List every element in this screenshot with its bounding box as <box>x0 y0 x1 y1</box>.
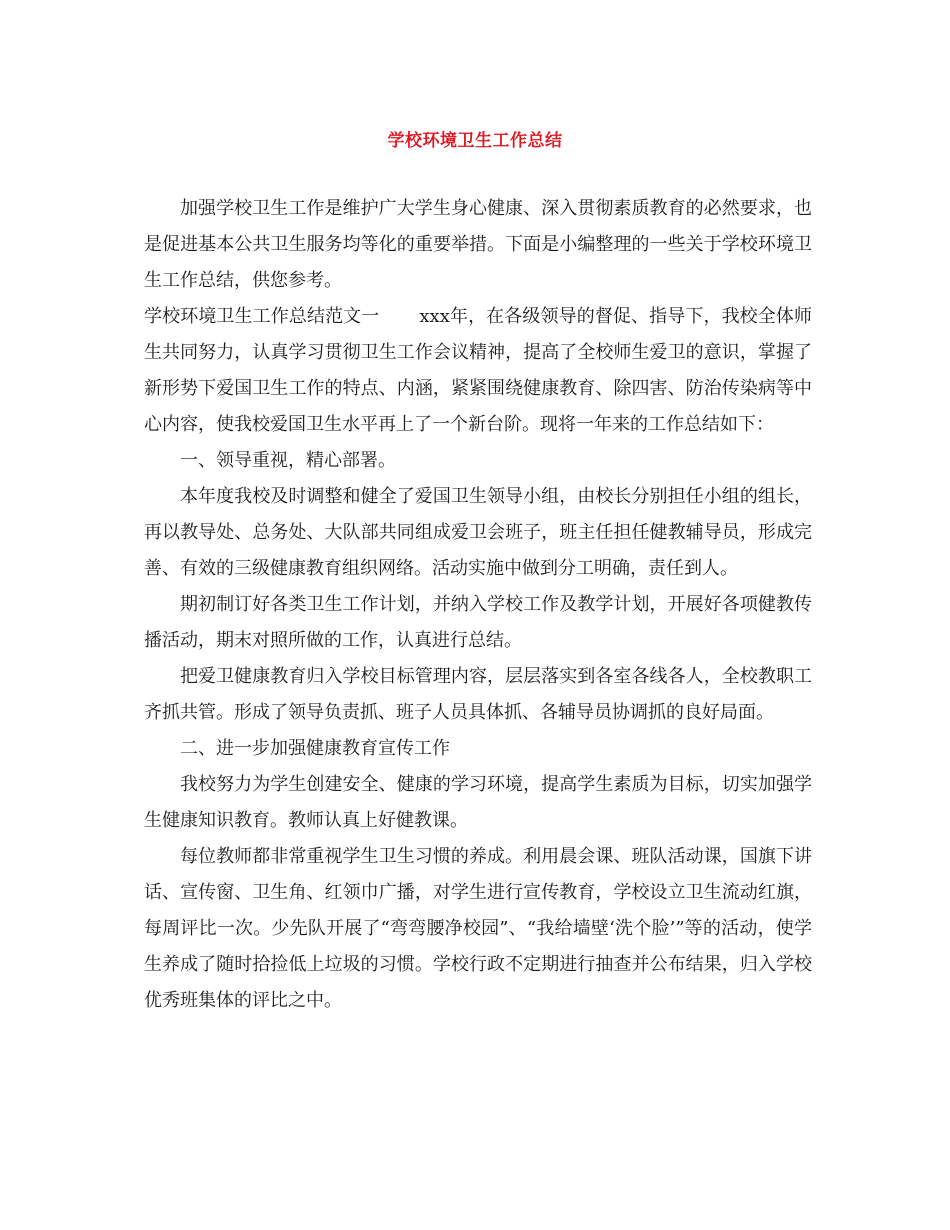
section1-paragraph-2: 期初制订好各类卫生工作计划，并纳入学校工作及教学计划，开展好各项健教传播活动，期末对照所做的工作，认真进行总结。 <box>144 594 812 651</box>
section1-heading: 一、领导重视，精心部署。 <box>180 450 396 471</box>
section2-paragraph-2: 每位教师都非常重视学生卫生习惯的养成。利用晨会课、班队活动课，国旗下讲话、宣传窗、卫生角、红领巾广播，对学生进行宣传教育，学校设立卫生流动红旗，每周评比一次。少先队开展了“弯弯腰净校园”、“我给墙壁‘洗个脸’”等的活动，使学生养成了随时拾捡低上垃圾的习惯。学校行政不定期进行抽查并公布结果，归入学校优秀班集体的评比之中。 <box>144 846 812 1011</box>
intro-paragraph: 加强学校卫生工作是维护广大学生身心健康、深入贯彻素质教育的必然要求，也是促进基本公共卫生服务均等化的重要举措。下面是小编整理的一些关于学校环境卫生工作总结，供您参考。 <box>144 198 812 291</box>
section2-paragraph-1: 我校努力为学生创建安全、健康的学习环境，提高学生素质为目标，切实加强学生健康知识教育。教师认真上好健教课。 <box>144 774 812 831</box>
section1-paragraph-3: 把爱卫健康教育归入学校目标管理内容，层层落实到各室各线各人，全校教职工齐抓共管。形成了领导负责抓、班子人员具体抓、各辅导员协调抓的良好局面。 <box>144 666 812 723</box>
document-title: 学校环境卫生工作总结 <box>387 131 563 151</box>
sample-paragraph <box>144 299 812 443</box>
section2-heading: 二、进一步加强健康教育宣传工作 <box>180 738 450 759</box>
document-body <box>144 191 812 1019</box>
sample-lead: xxx年，在各级领导的督促、指导下，我校全体师生共同努力，认真学习贯彻卫生工作会议精神，提高了全校师生爱卫的意识，掌握了新形势下爱国卫生工作的特点、内涵，紧紧围绕健康教育、除四害、防治传染病等中心内容，使我校爱国卫生水平再上了一个新台阶。现将一年来的工作总结如下： <box>144 306 813 435</box>
section1-paragraph-1: 本年度我校及时调整和健全了爱国卫生领导小组，由校长分别担任小组的组长，再以教导处、总务处、大队部共同组成爱卫会班子，班主任担任健教辅导员，形成完善、有效的三级健康教育组织网络。活动实施中做到分工明确，责任到人。 <box>144 486 812 579</box>
sample-title: 学校环境卫生工作总结范文一 <box>144 306 380 327</box>
